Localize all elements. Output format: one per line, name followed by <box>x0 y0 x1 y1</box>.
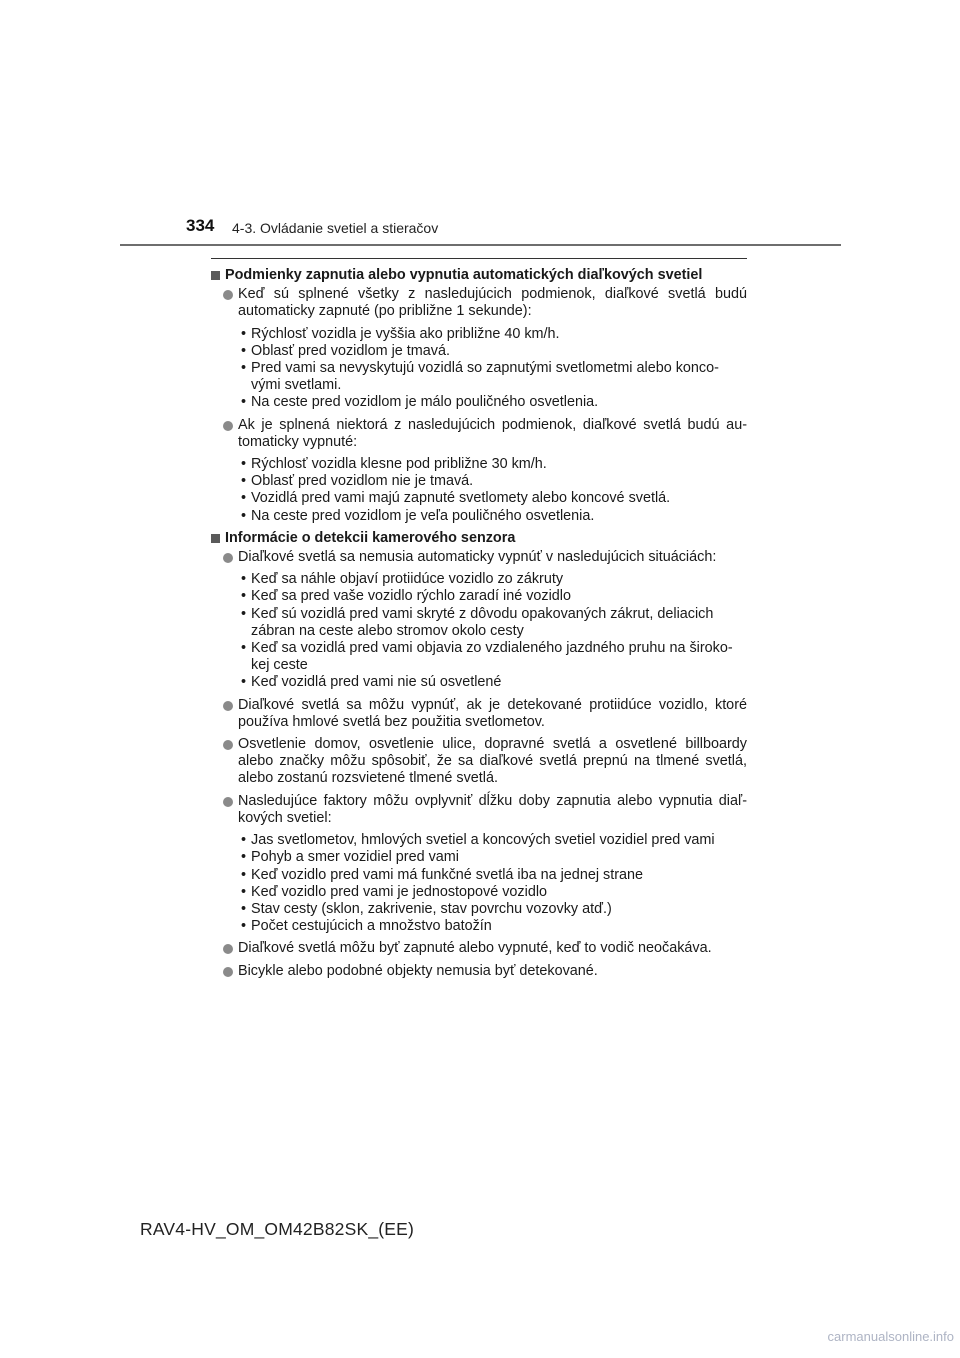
paragraph <box>211 549 747 566</box>
section-heading-text: Podmienky zapnutia alebo vypnutia automatických diaľkových svetiel <box>225 267 703 283</box>
list-item <box>211 473 747 490</box>
circle-bullet-icon <box>223 553 233 563</box>
list-item-text: Jas svetlometov, hmlových svetiel a koncových svetiel vozidiel pred vami <box>251 832 715 849</box>
bullet-dot: • <box>241 325 247 342</box>
bullet-dot: • <box>241 605 247 622</box>
bullet-dot: • <box>241 571 247 588</box>
list-item <box>211 343 747 360</box>
paragraph-text: Bicykle alebo podobné objekty nemusia byť detekované. <box>238 962 598 979</box>
list-item <box>211 394 747 411</box>
paragraph <box>211 963 747 980</box>
bullet-dot: • <box>241 883 247 900</box>
bullet-dot: • <box>241 588 247 605</box>
bullet-dot: • <box>241 866 247 883</box>
list-item-text: Na ceste pred vozidlom je veľa pouličného osvetlenia. <box>251 507 595 524</box>
bullet-dot: • <box>241 849 247 866</box>
list-item-text: Stav cesty (sklon, zakrivenie, stav povrchu vozovky atď.) <box>251 900 612 917</box>
list-item-text: Keď sa pred vaše vozidlo rýchlo zaradí iné vozidlo <box>251 588 572 605</box>
circle-bullet-icon <box>223 701 233 711</box>
section-heading <box>211 530 747 547</box>
list-item <box>211 606 747 640</box>
paragraph-text: Osvetlenie domov, osvetlenie ulice, dopravné svetlá a osvetlené billboardy alebo značky môžu spôsobiť, že sa diaľkové svetlá prepnú na tlmené svetlá, alebo zostanú rozsvietené tlmené svetlá. <box>238 736 747 787</box>
bullet-dot: • <box>241 507 247 524</box>
paragraph-text: Diaľkové svetlá môžu byť zapnuté alebo vypnuté, keď to vodič neočakáva. <box>238 940 712 957</box>
list-item-text: Keď sa náhle objaví protiidúce vozidlo zo zákruty <box>251 571 564 588</box>
circle-bullet-icon <box>223 944 233 954</box>
list-item-text: Oblasť pred vozidlom nie je tmavá. <box>251 473 474 490</box>
list-item-text: Pohyb a smer vozidiel pred vami <box>251 849 459 866</box>
list-item <box>211 901 747 918</box>
circle-bullet-icon <box>223 797 233 807</box>
list-item <box>211 326 747 343</box>
list-item <box>211 884 747 901</box>
list-item-text: Keď sú vozidlá pred vami skryté z dôvodu opakovaných zákrut, deliacich zábran na ceste alebo stromov okolo cesty <box>251 605 714 639</box>
list-item <box>211 456 747 473</box>
section <box>211 258 747 525</box>
bullet-dot: • <box>241 342 247 359</box>
list-item-text: Rýchlosť vozidla klesne pod približne 30 km/h. <box>251 456 547 473</box>
list-item <box>211 508 747 525</box>
bullet-dot: • <box>241 640 247 657</box>
list-item-text: Keď vozidlá pred vami nie sú osvetlené <box>251 674 502 691</box>
list-item <box>211 490 747 507</box>
bullet-dot: • <box>241 360 247 377</box>
section-heading-text: Informácie o detekcii kamerového senzora <box>225 529 516 546</box>
bullet-list <box>211 326 747 412</box>
list-item <box>211 360 747 394</box>
paragraph-text: Ak je splnená niektorá z nasledujúcich podmienok, diaľkové svetlá budú au-tomaticky vypnuté: <box>238 416 747 450</box>
bullet-list <box>211 571 747 691</box>
section <box>211 530 747 980</box>
bullet-dot: • <box>241 900 247 917</box>
list-item-text: Keď vozidlo pred vami má funkčné svetlá iba na jednej strane <box>251 866 644 883</box>
square-bullet-icon <box>211 271 220 280</box>
circle-bullet-icon <box>223 740 233 750</box>
watermark: carmanualsonline.info <box>827 1329 954 1344</box>
circle-bullet-icon <box>223 290 233 300</box>
paragraph-text: Nasledujúce faktory môžu ovplyvniť dĺžku doby zapnutia alebo vypnutia diaľ-kových svetiel: <box>238 792 747 826</box>
bullet-dot: • <box>241 456 247 473</box>
list-item-text: Na ceste pred vozidlom je málo pouličného osvetlenia. <box>251 394 599 411</box>
paragraph <box>211 736 747 788</box>
bullet-list <box>211 832 747 935</box>
paragraph <box>211 286 747 320</box>
list-item <box>211 867 747 884</box>
bullet-dot: • <box>241 918 247 935</box>
bullet-dot: • <box>241 394 247 411</box>
list-item <box>211 832 747 849</box>
chapter-title: 4-3. Ovládanie svetiel a stieračov <box>232 220 439 236</box>
list-item-text: Vozidlá pred vami majú zapnuté svetlomety alebo koncové svetlá. <box>251 490 671 507</box>
bullet-dot: • <box>241 490 247 507</box>
list-item-text: Rýchlosť vozidla je vyššia ako približne 40 km/h. <box>251 325 560 342</box>
list-item <box>211 849 747 866</box>
page-number: 334 <box>186 216 215 235</box>
paragraph <box>211 940 747 957</box>
circle-bullet-icon <box>223 967 233 977</box>
bullet-dot: • <box>241 674 247 691</box>
list-item <box>211 571 747 588</box>
list-item <box>211 588 747 605</box>
list-item-text: Počet cestujúcich a množstvo batožín <box>251 918 492 935</box>
main-content <box>211 258 747 985</box>
list-item <box>211 640 747 674</box>
list-item-text: Keď vozidlo pred vami je jednostopové vozidlo <box>251 883 548 900</box>
bullet-dot: • <box>241 832 247 849</box>
square-bullet-icon <box>211 534 220 543</box>
section-divider <box>211 258 747 259</box>
paragraph <box>211 417 747 451</box>
manual-code: RAV4-HV_OM_OM42B82SK_(EE) <box>140 1219 415 1239</box>
header-rule <box>120 244 841 246</box>
section-heading <box>211 267 747 284</box>
bullet-list <box>211 456 747 525</box>
paragraph <box>211 793 747 827</box>
paragraph-text: Diaľkové svetlá sa môžu vypnúť, ak je detekované protiidúce vozidlo, ktoré používa hmlové svetlá bez použitia svetlometov. <box>238 696 747 730</box>
bullet-dot: • <box>241 473 247 490</box>
list-item-text: Pred vami sa nevyskytujú vozidlá so zapnutými svetlometmi alebo konco-vými svetlami. <box>251 360 719 394</box>
paragraph-text: Keď sú splnené všetky z nasledujúcich podmienok, diaľkové svetlá budú automaticky zapnuté (po približne 1 sekunde): <box>238 286 747 320</box>
paragraph <box>211 697 747 731</box>
list-item <box>211 674 747 691</box>
paragraph-text: Diaľkové svetlá sa nemusia automaticky vypnúť v nasledujúcich situáciách: <box>238 549 717 566</box>
list-item <box>211 918 747 935</box>
circle-bullet-icon <box>223 421 233 431</box>
list-item-text: Keď sa vozidlá pred vami objavia zo vzdialeného jazdného pruhu na široko-kej ceste <box>251 640 733 674</box>
list-item-text: Oblasť pred vozidlom je tmavá. <box>251 342 450 359</box>
